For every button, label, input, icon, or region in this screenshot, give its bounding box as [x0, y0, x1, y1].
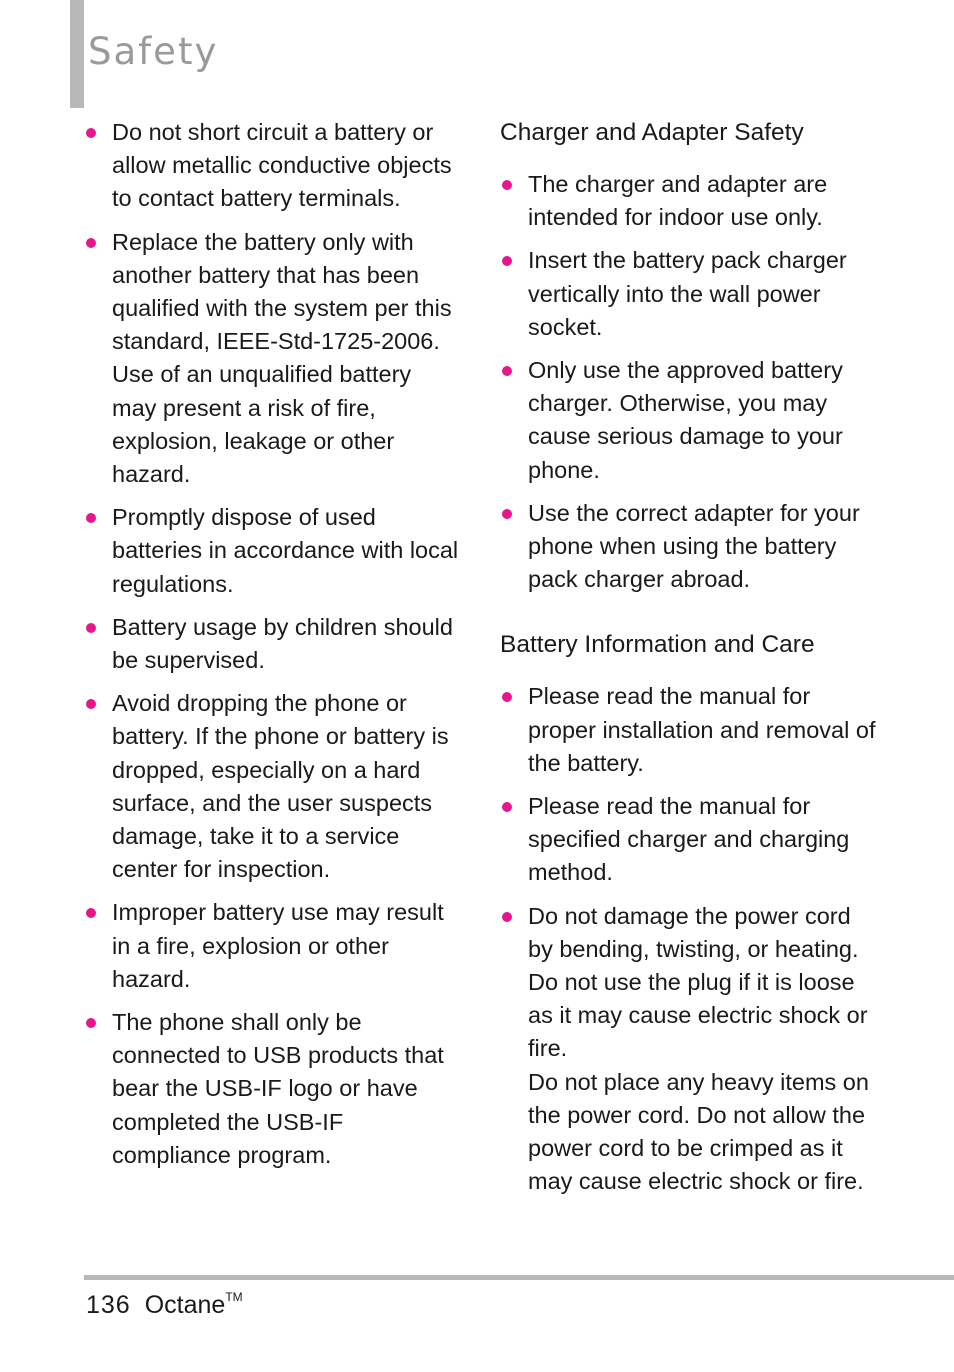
- battery-safety-list: [84, 116, 462, 1172]
- list-item: Battery usage by children should be supervised.: [84, 611, 462, 677]
- list-item: Use the correct adapter for your phone when using the battery pack charger abroad.: [500, 497, 876, 597]
- list-item: Do not damage the power cord by bending, twisting, or heating. Do not use the plug if it is loose as it may cause electric shock or fire. Do not place any heavy items on the power cord. Do not allow the power cord to be crimped as it may cause electric shock or fire.: [500, 900, 876, 1199]
- list-item: Replace the battery only with another battery that has been qualified with the system per this standard, IEEE-Std-1725-2006. Use of an unqualified battery may present a risk of fire, explosion, leakage or other hazard.: [84, 226, 462, 492]
- bullet-icon: [86, 908, 96, 918]
- bullet-icon: [86, 128, 96, 138]
- list-item: Insert the battery pack charger vertically into the wall power socket.: [500, 244, 876, 344]
- charger-section-heading: Charger and Adapter Safety: [500, 119, 804, 146]
- list-item: Promptly dispose of used batteries in accordance with local regulations.: [84, 501, 462, 601]
- bullet-icon: [86, 623, 96, 633]
- bullet-icon: [502, 256, 512, 266]
- bullet-icon: [502, 692, 512, 702]
- footer-divider: [84, 1275, 954, 1280]
- list-item-continuation: Do not place any heavy items on the power cord. Do not allow the power cord to be crimped as it may cause electric shock or fire.: [528, 1068, 869, 1195]
- title-accent-bar: [70, 0, 84, 108]
- list-item: Avoid dropping the phone or battery. If the phone or battery is dropped, especially on a hard surface, and the user suspects damage, take it to a service center for inspection.: [84, 687, 462, 886]
- battery-section-heading: Battery Information and Care: [500, 631, 815, 659]
- list-item: Please read the manual for specified charger and charging method.: [500, 790, 876, 890]
- charger-safety-list: [500, 168, 876, 596]
- left-column: [84, 116, 462, 1182]
- battery-care-list: [500, 680, 876, 1198]
- page-footer: [86, 1290, 243, 1320]
- list-item: Only use the approved battery charger. Otherwise, you may cause serious damage to your phone.: [500, 354, 876, 487]
- bullet-icon: [502, 802, 512, 812]
- page-number: 136: [86, 1291, 131, 1319]
- page-title: Safety: [88, 30, 219, 73]
- bullet-icon: [502, 180, 512, 190]
- list-item: Do not short circuit a battery or allow metallic conductive objects to contact battery terminals.: [84, 116, 462, 216]
- bullet-icon: [86, 1018, 96, 1028]
- list-item: The phone shall only be connected to USB products that bear the USB-IF logo or have completed the USB-IF compliance program.: [84, 1006, 462, 1172]
- bullet-icon: [86, 699, 96, 709]
- list-item: The charger and adapter are intended for indoor use only.: [500, 168, 876, 234]
- bullet-icon: [502, 912, 512, 922]
- bullet-icon: [86, 513, 96, 523]
- list-item: Improper battery use may result in a fire, explosion or other hazard.: [84, 896, 462, 996]
- bullet-icon: [502, 509, 512, 519]
- list-item: Please read the manual for proper installation and removal of the battery.: [500, 680, 876, 780]
- bullet-icon: [502, 366, 512, 376]
- trademark-mark: TM: [225, 1290, 243, 1304]
- product-name: Octane: [144, 1291, 226, 1319]
- bullet-icon: [86, 238, 96, 248]
- right-column: [500, 116, 876, 1208]
